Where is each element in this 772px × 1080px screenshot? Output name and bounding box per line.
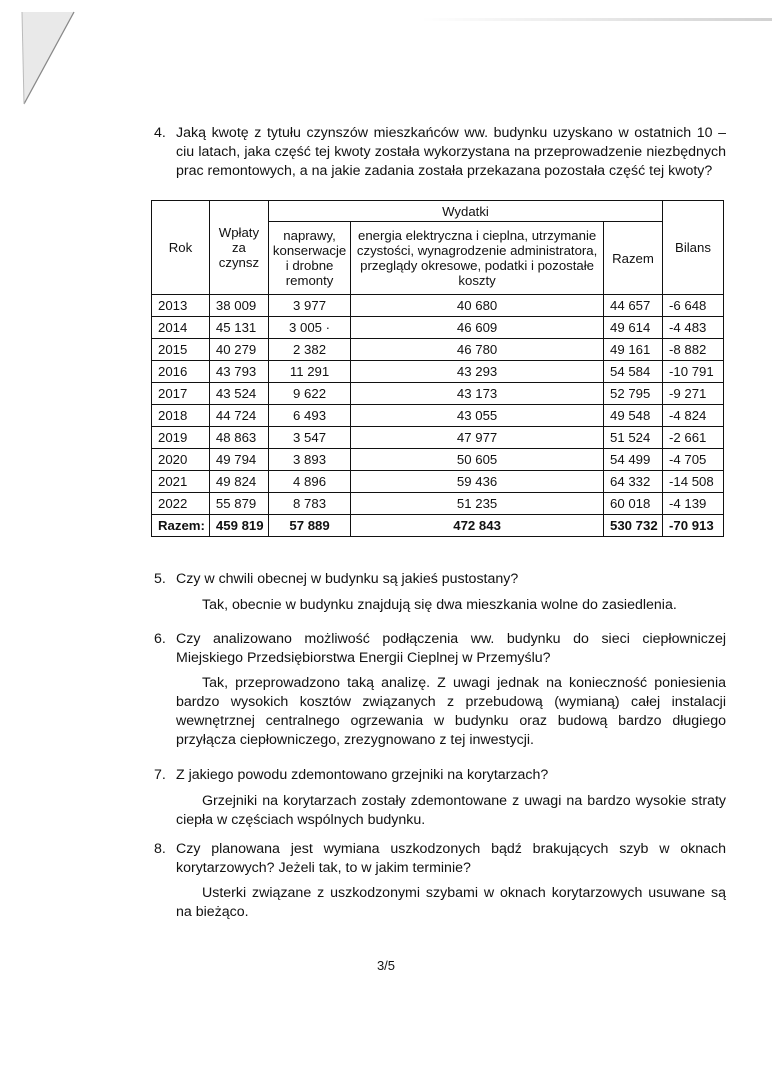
question-text: Czy planowana jest wymiana uszkodzonych bądź brakujących szyb w oknach korytarzowych? Jeżeli tak, to w jakim terminie? <box>176 841 726 876</box>
cell-bilans: -4 139 <box>663 493 724 515</box>
table-row <box>152 317 724 339</box>
cell-naprawy: 3 005 · <box>268 317 350 339</box>
cell-rok: 2016 <box>152 361 210 383</box>
question-8 <box>154 840 726 878</box>
table-total-row <box>152 515 724 537</box>
cell-total-naprawy: 57 889 <box>268 515 350 537</box>
cell-razem: 49 614 <box>604 317 663 339</box>
cell-bilans: -4 483 <box>663 317 724 339</box>
cell-energia: 46 780 <box>351 339 604 361</box>
cell-bilans: -4 824 <box>663 405 724 427</box>
question-text: Z jakiego powodu zdemontowano grzejniki na korytarzach? <box>176 767 549 783</box>
header-razem: Razem <box>604 222 663 295</box>
answer-7: Grzejniki na korytarzach zostały zdemontowane z uwagi na bardzo wysokie straty ciepła w częściach wspólnych budynku. <box>176 793 726 828</box>
cell-total-bilans: -70 913 <box>663 515 724 537</box>
cell-total-label: Razem: <box>152 515 210 537</box>
question-7 <box>154 766 726 785</box>
question-number: 5. <box>154 571 166 587</box>
question-text: Czy w chwili obecnej w budynku są jakieś pustostany? <box>176 571 519 587</box>
answer-6: Tak, przeprowadzono taką analizę. Z uwagi jednak na konieczność poniesienia bardzo wysokich kosztów związanych z przebudową (wymianą) całej instalacji wewnętrznej centralnego ogrzewania w budynku oraz budową bardzo długiego przyłącza ciepłowniczego, zrezygnowano z tej inwestycji. <box>176 675 726 748</box>
table-row <box>152 427 724 449</box>
header-naprawy: naprawy, konserwacje i drobne remonty <box>268 222 350 295</box>
cell-total-wplaty: 459 819 <box>209 515 268 537</box>
table-row <box>152 339 724 361</box>
cell-naprawy: 3 977 <box>268 295 350 317</box>
table-row <box>152 449 724 471</box>
cell-razem: 54 584 <box>604 361 663 383</box>
cell-rok: 2022 <box>152 493 210 515</box>
header-bilans: Bilans <box>663 201 724 295</box>
cell-energia: 50 605 <box>351 449 604 471</box>
cell-bilans: -4 705 <box>663 449 724 471</box>
cell-razem: 44 657 <box>604 295 663 317</box>
cell-energia: 43 055 <box>351 405 604 427</box>
table-row <box>152 361 724 383</box>
cell-bilans: -10 791 <box>663 361 724 383</box>
cell-wplaty: 49 794 <box>209 449 268 471</box>
cell-naprawy: 3 547 <box>268 427 350 449</box>
header-energia: energia elektryczna i cieplna, utrzymanie czystości, wynagrodzenie administratora, przeglądy okresowe, podatki i pozostałe koszty <box>351 222 604 295</box>
cell-wplaty: 44 724 <box>209 405 268 427</box>
cell-energia: 51 235 <box>351 493 604 515</box>
cell-wplaty: 48 863 <box>209 427 268 449</box>
cell-rok: 2014 <box>152 317 210 339</box>
cell-energia: 47 977 <box>351 427 604 449</box>
scan-fold-mark <box>0 0 80 110</box>
cell-razem: 64 332 <box>604 471 663 493</box>
cell-naprawy: 11 291 <box>268 361 350 383</box>
cell-wplaty: 45 131 <box>209 317 268 339</box>
answer-8: Usterki związane z uszkodzonymi szybami w oknach korytarzowych usuwane są na bieżąco. <box>176 885 726 920</box>
cell-bilans: -8 882 <box>663 339 724 361</box>
cell-rok: 2015 <box>152 339 210 361</box>
cell-wplaty: 40 279 <box>209 339 268 361</box>
question-number: 7. <box>154 767 166 783</box>
cell-bilans: -2 661 <box>663 427 724 449</box>
header-wplaty: Wpłaty za czynsz <box>209 201 268 295</box>
cell-naprawy: 2 382 <box>268 339 350 361</box>
cell-razem: 49 161 <box>604 339 663 361</box>
cell-wplaty: 43 524 <box>209 383 268 405</box>
cell-rok: 2021 <box>152 471 210 493</box>
cell-razem: 54 499 <box>604 449 663 471</box>
page-number: 3/5 <box>376 958 396 973</box>
table-row <box>152 493 724 515</box>
question-text: Jaką kwotę z tytułu czynszów mieszkańców ww. budynku uzyskano w ostatnich 10 – ciu latach, jaka część tej kwoty została wykorzystana na przeprowadzenie niezbędnych prac remontowych, a na jakie zadania została przekazana pozostała część tej kwoty? <box>176 125 726 179</box>
cell-razem: 60 018 <box>604 493 663 515</box>
cell-bilans: -6 648 <box>663 295 724 317</box>
cell-naprawy: 6 493 <box>268 405 350 427</box>
cell-rok: 2019 <box>152 427 210 449</box>
question-4 <box>154 124 726 181</box>
cell-naprawy: 8 783 <box>268 493 350 515</box>
table-row <box>152 383 724 405</box>
cell-energia: 43 293 <box>351 361 604 383</box>
cell-total-razem: 530 732 <box>604 515 663 537</box>
cell-energia: 46 609 <box>351 317 604 339</box>
cell-rok: 2013 <box>152 295 210 317</box>
cell-rok: 2017 <box>152 383 210 405</box>
cell-razem: 49 548 <box>604 405 663 427</box>
question-6 <box>154 630 726 668</box>
answer-5: Tak, obecnie w budynku znajdują się dwa mieszkania wolne do zasiedlenia. <box>202 597 677 613</box>
cell-energia: 40 680 <box>351 295 604 317</box>
question-number: 4. <box>154 125 166 141</box>
cell-total-energia: 472 843 <box>351 515 604 537</box>
cell-razem: 52 795 <box>604 383 663 405</box>
cell-wplaty: 38 009 <box>209 295 268 317</box>
header-wydatki: Wydatki <box>268 201 662 222</box>
cell-energia: 43 173 <box>351 383 604 405</box>
question-5 <box>154 570 726 589</box>
finance-table <box>151 200 724 537</box>
cell-wplaty: 43 793 <box>209 361 268 383</box>
table-row <box>152 471 724 493</box>
table-row <box>152 405 724 427</box>
cell-rok: 2020 <box>152 449 210 471</box>
table-row <box>152 295 724 317</box>
cell-bilans: -9 271 <box>663 383 724 405</box>
cell-bilans: -14 508 <box>663 471 724 493</box>
cell-rok: 2018 <box>152 405 210 427</box>
scan-edge-shadow <box>420 18 772 21</box>
cell-wplaty: 55 879 <box>209 493 268 515</box>
cell-wplaty: 49 824 <box>209 471 268 493</box>
cell-naprawy: 4 896 <box>268 471 350 493</box>
question-number: 8. <box>154 841 166 857</box>
question-text: Czy analizowano możliwość podłączenia ww. budynku do sieci ciepłowniczej Miejskiego Przedsiębiorstwa Energii Cieplnej w Przemyślu? <box>176 631 726 666</box>
header-rok: Rok <box>152 201 210 295</box>
cell-naprawy: 3 893 <box>268 449 350 471</box>
cell-naprawy: 9 622 <box>268 383 350 405</box>
cell-razem: 51 524 <box>604 427 663 449</box>
cell-energia: 59 436 <box>351 471 604 493</box>
question-number: 6. <box>154 631 166 647</box>
